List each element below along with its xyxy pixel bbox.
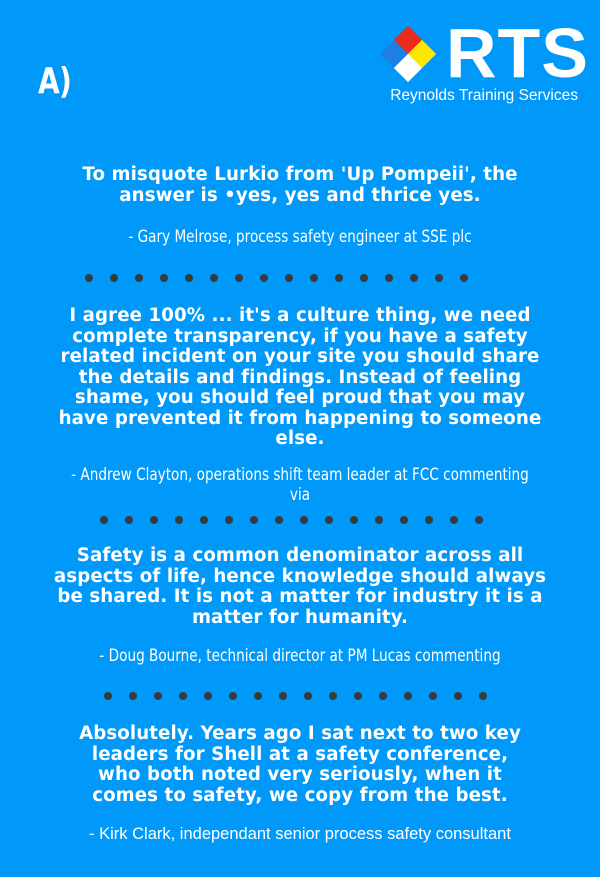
separator-dot-icon — [160, 274, 168, 282]
separator-dot-icon — [225, 516, 233, 524]
separator-dot-icon — [260, 274, 268, 282]
quote-1 — [0, 165, 600, 206]
separator-dot-icon — [235, 274, 243, 282]
separator-dot-icon — [335, 274, 343, 282]
separator-dot-icon — [279, 692, 287, 700]
separator-1 — [85, 274, 468, 282]
separator-dot-icon — [85, 274, 93, 282]
quote-4 — [0, 724, 600, 806]
quote-line: the details and findings. Instead of feeling — [78, 366, 522, 388]
quote-line: else. — [275, 428, 325, 449]
separator-dot-icon — [404, 692, 412, 700]
separator-dot-icon — [179, 692, 187, 700]
separator-2 — [100, 516, 483, 524]
attribution-3: - Doug Bourne, technical director at PM Lucas commenting — [99, 646, 501, 666]
quote-2 — [0, 306, 600, 450]
quote-line: I agree 100% ... it's a culture thing, we need — [69, 305, 531, 326]
separator-dot-icon — [450, 516, 458, 524]
quote-line: related incident on your site you should share — [60, 346, 540, 367]
separator-dot-icon — [310, 274, 318, 282]
separator-dot-icon — [300, 516, 308, 524]
separator-dot-icon — [475, 516, 483, 524]
separator-dot-icon — [425, 516, 433, 524]
separator-dot-icon — [350, 516, 358, 524]
quote-line: leaders for Shell at a safety conference, — [91, 743, 509, 765]
quote-line: answer is •yes, yes and thrice yes. — [119, 184, 481, 206]
quote-3 — [0, 546, 600, 628]
rts-logo — [378, 14, 589, 114]
quote-line: comes to safety, we copy from the best. — [92, 784, 508, 806]
separator-dot-icon — [325, 516, 333, 524]
separator-dot-icon — [410, 274, 418, 282]
separator-dot-icon — [150, 516, 158, 524]
separator-dot-icon — [110, 274, 118, 282]
separator-dot-icon — [250, 516, 258, 524]
separator-dot-icon — [129, 692, 137, 700]
separator-dot-icon — [375, 516, 383, 524]
page-label: A) — [38, 61, 72, 102]
separator-dot-icon — [125, 516, 133, 524]
separator-dot-icon — [275, 516, 283, 524]
separator-dot-icon — [210, 274, 218, 282]
logo-tagline: Reynolds Training Services — [390, 87, 578, 104]
logo-wordmark: RTS — [446, 14, 589, 92]
separator-dot-icon — [379, 692, 387, 700]
separator-dot-icon — [454, 692, 462, 700]
separator-dot-icon — [354, 692, 362, 700]
quote-line: Absolutely. Years ago I sat next to two key — [79, 723, 521, 744]
separator-dot-icon — [360, 274, 368, 282]
separator-dot-icon — [479, 692, 487, 700]
separator-dot-icon — [204, 692, 212, 700]
quote-line: matter for humanity. — [191, 606, 409, 628]
separator-dot-icon — [329, 692, 337, 700]
separator-dot-icon — [185, 274, 193, 282]
attribution-4: - Kirk Clark, independant senior process safety consultant — [89, 825, 511, 843]
separator-dot-icon — [304, 692, 312, 700]
quote-line: shame, you should feel proud that you may — [74, 387, 526, 408]
quote-line: who both noted very seriously, when it — [98, 764, 502, 785]
separator-dot-icon — [104, 692, 112, 700]
diamond-logo-icon — [378, 24, 438, 84]
separator-3 — [104, 692, 487, 700]
attribution-2: - Andrew Clayton, operations shift team leader at FCC commenting via — [71, 465, 529, 505]
separator-dot-icon — [385, 274, 393, 282]
separator-dot-icon — [400, 516, 408, 524]
quote-line: have prevented it from happening to someone — [58, 407, 542, 429]
separator-dot-icon — [135, 274, 143, 282]
attribution-1: - Gary Melrose, process safety engineer at SSE plc — [128, 227, 472, 247]
separator-dot-icon — [100, 516, 108, 524]
quote-line: To misquote Lurkio from 'Up Pompeii', the — [82, 164, 518, 185]
separator-dot-icon — [229, 692, 237, 700]
separator-dot-icon — [200, 516, 208, 524]
quote-line: complete transparency, if you have a safety — [72, 325, 528, 347]
separator-dot-icon — [460, 274, 468, 282]
separator-dot-icon — [435, 274, 443, 282]
separator-dot-icon — [154, 692, 162, 700]
separator-dot-icon — [429, 692, 437, 700]
separator-dot-icon — [254, 692, 262, 700]
quote-line: be shared. It is not a matter for industry it is a — [57, 586, 543, 607]
quote-line: Safety is a common denominator across all — [76, 545, 524, 566]
separator-dot-icon — [285, 274, 293, 282]
quote-line: aspects of life, hence knowledge should always — [53, 565, 547, 587]
separator-dot-icon — [175, 516, 183, 524]
